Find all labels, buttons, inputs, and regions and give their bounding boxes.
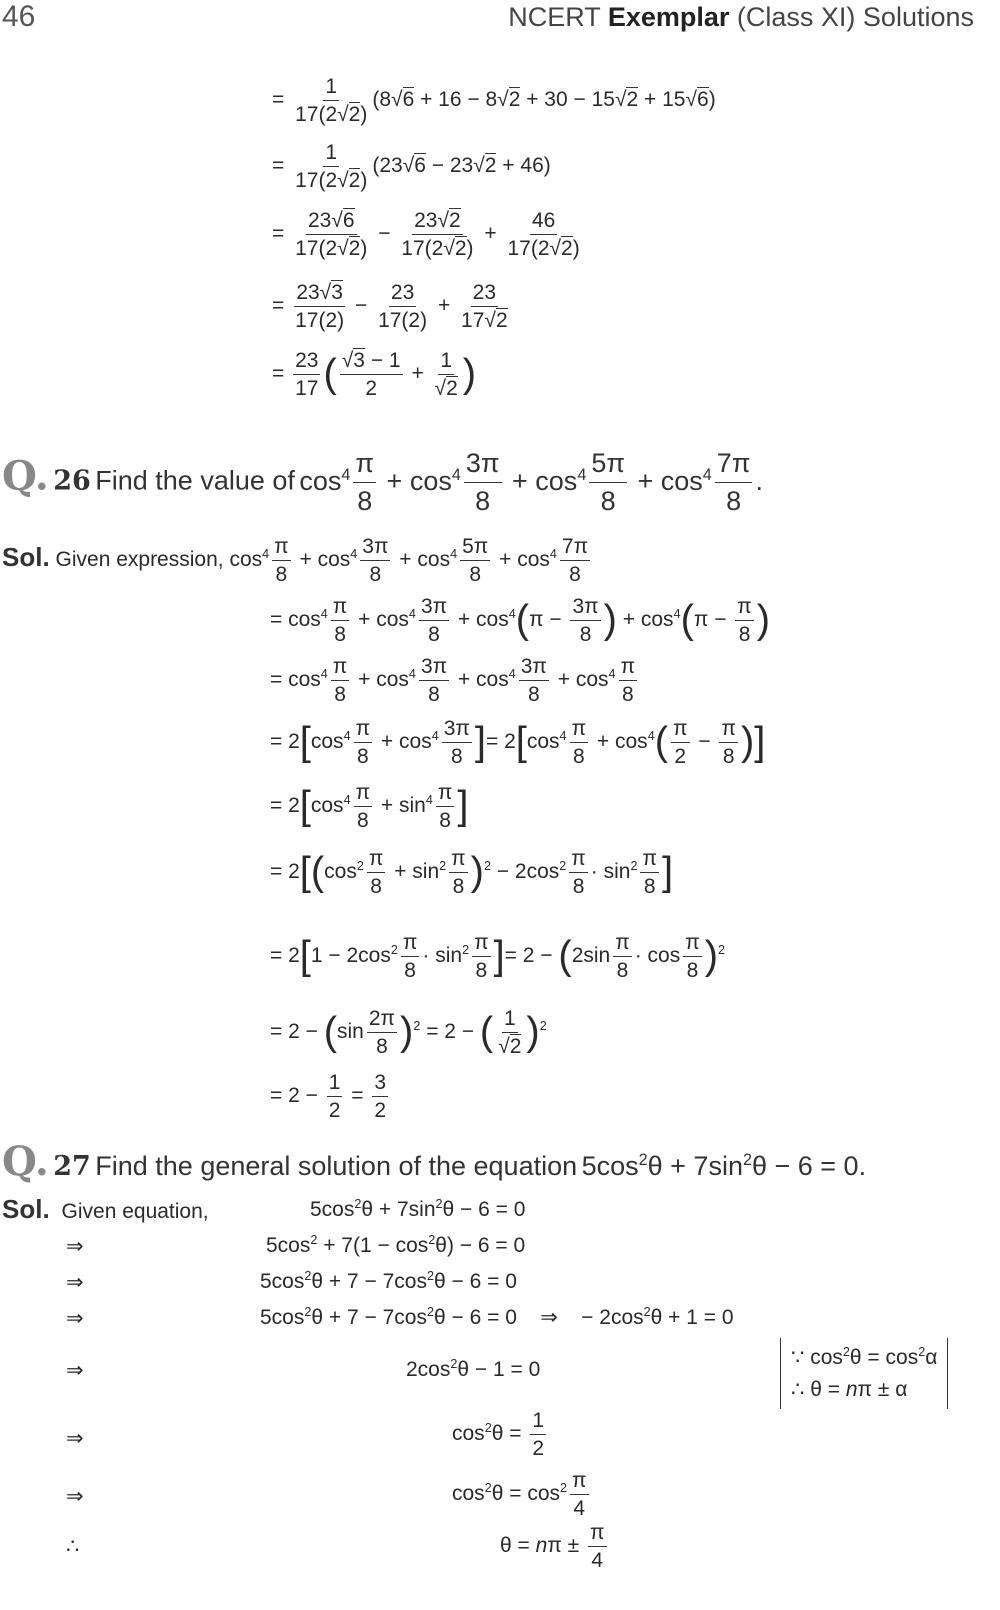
question-27 xyxy=(2,1138,866,1185)
s27-step-2: $5\cos^2\theta + 7 - 7\cos^2\theta - 6 = 0$ xyxy=(260,1269,517,1293)
implies-symbol: ⇒ xyxy=(66,1485,84,1508)
question-text: Find the general solution of the equation xyxy=(95,1151,578,1181)
given-text: Given expression, xyxy=(55,548,224,572)
step-4: = $\frac{23√3}{17(2)}$ − $\frac{23}{17(2)}$ + $\frac{23}{17√2}$ xyxy=(272,281,508,332)
s26-step-8: = 2 − $\frac{1}{2}$ = $\frac{3}{2}$ xyxy=(270,1071,387,1122)
solution-label: Sol. xyxy=(2,1194,50,1224)
question-number: 26 xyxy=(53,465,91,497)
because-symbol: ∵ xyxy=(791,1346,805,1369)
question-marker: Q. xyxy=(2,1138,49,1185)
s27-step-3: $5\cos^2\theta + 7 - 7\cos^2\theta - 6 = 0$ ⇒ − $2\cos^2\theta + 1 = 0$ xyxy=(260,1305,734,1329)
s26-step-5: = $2[(\cos^2$ $\frac{\pi}{8}$ + $\sin^2$ $\frac{\pi}{8}$ )$^2 - 2\cos^2$ $\frac{\pi}{8}$ · $\sin^2$ $\frac{\pi}{8}$ ] xyxy=(270,847,674,898)
therefore-symbol: ∴ xyxy=(66,1535,80,1558)
solution-27-start xyxy=(2,1196,209,1222)
question-marker: Q. xyxy=(2,452,49,500)
implies-symbol: ⇒ xyxy=(66,1235,84,1258)
header-class: (Class XI) Solutions xyxy=(736,2,974,32)
s26-step-7: = 2 − (sin $\frac{2\pi}{8}$ )$^2$ = 2 − ( $\frac{1}{√2}$ )$^2$ xyxy=(270,1007,547,1058)
s27-step-7: θ = nπ ± $\frac{\pi}{4}$ xyxy=(500,1521,605,1572)
therefore-symbol: ∴ xyxy=(791,1377,805,1401)
s26-step-4: = $2[\cos^4$ $\frac{\pi}{8}$ + $\sin^4$ $\frac{\pi}{8}$ ] xyxy=(270,781,469,832)
question-26 xyxy=(2,448,763,517)
question-number: 27 xyxy=(53,1151,91,1182)
given-text: Given equation, xyxy=(61,1200,209,1223)
question-text: Find the value of xyxy=(95,465,295,496)
implies-symbol: ⇒ xyxy=(66,1359,84,1382)
s27-step-1: $5\cos^2 + 7(1 - \cos^2\theta) - 6 = 0$ xyxy=(266,1233,526,1257)
header-series: Exemplar xyxy=(607,2,730,32)
running-header xyxy=(508,2,974,33)
s26-step-3: = $2[\cos^4$ $\frac{\pi}{8}$ + $\cos^4$ $\frac{3\pi}{8}$ ]= $2[\cos^4$ $\frac{\pi}{8}$ + $\cos^4$( $\frac{\pi}{2}$ − $\frac{\pi}{8}$ )] xyxy=(270,717,766,768)
page-number: 46 xyxy=(2,0,36,33)
implies-symbol: ⇒ xyxy=(66,1427,84,1450)
s27-step-6: $\cos^2\theta = \cos^2$ $\frac{\pi}{4}$ xyxy=(452,1469,587,1520)
s27-step-5: $\cos^2\theta$ = $\frac{1}{2}$ xyxy=(452,1409,545,1460)
implies-symbol: ⇒ xyxy=(540,1306,558,1329)
step-3: = $\frac{23√6}{17(2√2)}$ − $\frac{23√2}{17(2√2)}$ + $\frac{46}{17(2√2)}$ xyxy=(272,209,580,260)
step-2: = $\frac{1}{17(2√2)}$ (23√6 − 23√2 + 46) xyxy=(272,141,551,192)
identity-note: ∵ $\cos^2\theta = \cos^2\alpha$ ∴ θ = nπ ± α xyxy=(780,1338,948,1409)
s26-step-1: = $\cos^4$ $\frac{\pi}{8}$ + $\cos^4$ $\frac{3\pi}{8}$ + $\cos^4(\pi$ − $\frac{3\pi}{8}$ ) + $\cos^4(\pi$ − $\frac{\pi}{8}$ ) xyxy=(270,595,771,646)
step-1: = $\frac{1}{17(2√2)}$ (8√6 + 16 − 8√2 + 30 − 15√2 + 15√6) xyxy=(272,75,716,126)
question-expression: $5\cos^2\theta + 7\sin^2\theta - 6 = 0$. xyxy=(581,1151,867,1181)
solution-label: Sol. xyxy=(2,542,50,573)
s26-step-6: = $2[1 - 2\cos^2$ $\frac{\pi}{8}$ · $\sin^2$ $\frac{\pi}{8}$ ]= 2 − (2sin $\frac{\pi}{8}$ · cos $\frac{\pi}{8}$ )$^2$ xyxy=(270,931,726,982)
solution-26-start: Sol. Given expression, $\cos^4$ $\frac{\pi}{8}$ + $\cos^4$ $\frac{3\pi}{8}$ + $\cos^4$ $\frac{5\pi}{8}$ + $\cos^4$ $\frac{7\pi}{8}$ xyxy=(2,535,589,586)
implies-symbol: ⇒ xyxy=(66,1307,84,1330)
step-5: = $\frac{23}{17}$ ( $\frac{√3 - 1}{2}$ + $\frac{1}{√2}$ ) xyxy=(272,349,477,400)
s27-step-0: $5\cos^2\theta + 7\sin^2\theta - 6 = 0$ xyxy=(310,1197,526,1221)
s26-step-2: = $\cos^4$ $\frac{\pi}{8}$ + $\cos^4$ $\frac{3\pi}{8}$ + $\cos^4$ $\frac{3\pi}{8}$ + $\cos^4$ $\frac{\pi}{8}$ xyxy=(270,655,636,706)
implies-symbol: ⇒ xyxy=(66,1271,84,1294)
question-expression: $\cos^4$ $\frac{\pi}{8}$ + $\cos^4$ $\frac{3\pi}{8}$ + $\cos^4$ $\frac{5\pi}{8}$ + $\cos^4$ $\frac{7\pi}{8}$ . xyxy=(299,448,763,516)
s27-step-4: $2\cos^2\theta - 1 = 0$ xyxy=(406,1357,541,1381)
header-book: NCERT xyxy=(508,2,601,32)
